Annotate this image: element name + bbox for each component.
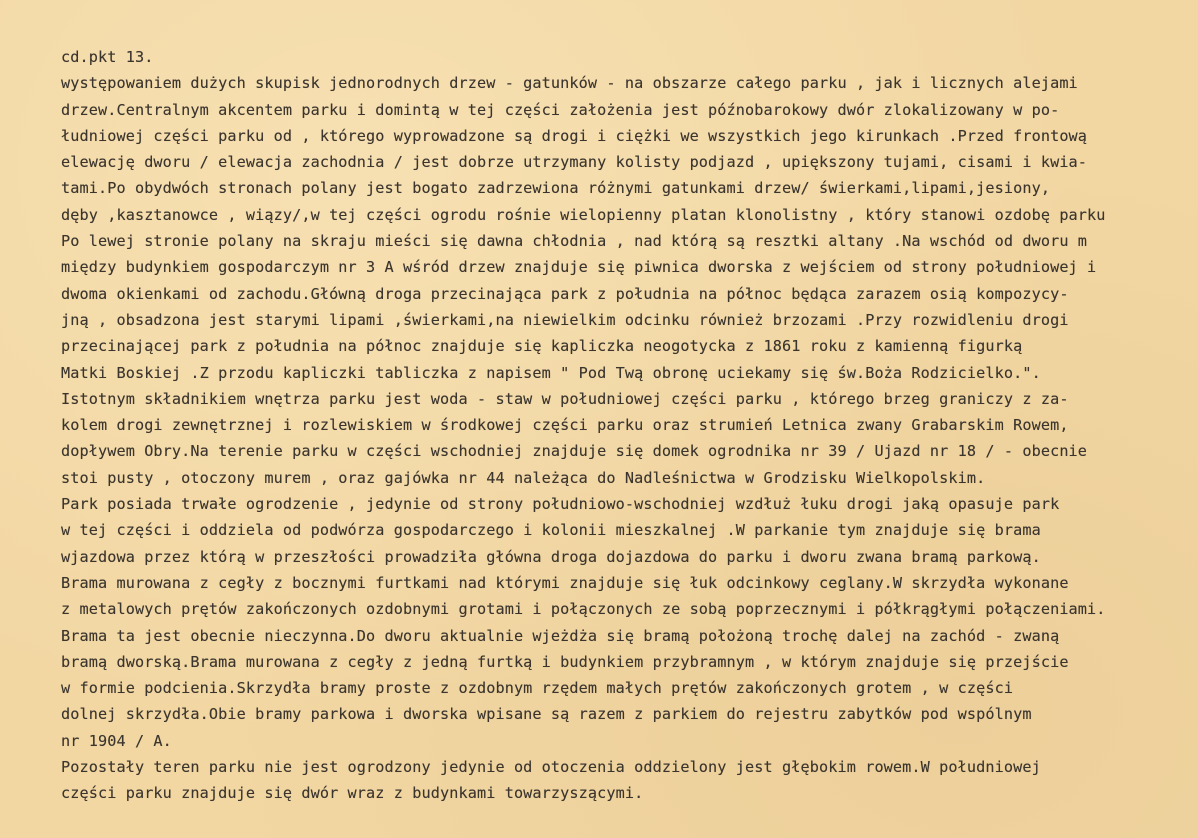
text-line: dwoma okienkami od zachodu.Główną droga przecinająca park z południa na północ będąca zarazem osią kompozycy- [61, 284, 1069, 303]
text-line: drzew.Centralnym akcentem parku i domintą w tej części założenia jest późnobarokowy dwór zlokalizowany w po- [61, 100, 1060, 119]
text-line: elewację dworu / elewacja zachodnia / jest dobrze utrzymany kolisty podjazd , upiększony tujami, cisami i kwia- [61, 153, 1088, 172]
text-line: w formie podcienia.Skrzydła bramy proste z ozdobnym rzędem małych prętów zakończonych grotem , w części [61, 679, 1014, 698]
text-line: tami.Po obydwóch stronach polany jest bogato zadrzewiona różnymi gatunkami drzew/ świerkami,lipami,jesiony, [61, 179, 1051, 198]
text-line: Istotnym składnikiem wnętrza parku jest woda - staw w południowej części parku , którego brzeg graniczy z za- [61, 389, 1069, 408]
text-line: dolnej skrzydła.Obie bramy parkowa i dworska wpisane są razem z parkiem do rejestru zabytków pod wspólnym [61, 705, 1032, 724]
text-line: Park posiada trwałe ogrodzenie , jedynie od strony południowo-wschodniej wzdłuż łuku drogi jaką opasuje park [61, 495, 1060, 514]
text-line: stoi pusty , otoczony murem , oraz gajówka nr 44 należąca do Nadleśnictwa w Grodzisku Wielkopolskim. [61, 468, 986, 487]
text-line: w tej części i oddziela od podwórza gospodarczego i kolonii mieszkalnej .W parkanie tym znajduje się brama [61, 521, 1041, 540]
text-line: dęby ,kasztanowce , wiązy/,w tej części ogrodu rośnie wielopienny platan klonolistny , który stanowi ozdobę parku [61, 205, 1106, 224]
text-line: przecinającej park z południa na północ znajduje się kapliczka neogotycka z 1861 roku z kamienną figurką [61, 337, 1023, 356]
text-line: między budynkiem gospodarczym nr 3 A wśród drzew znajduje się piwnica dworska z wejściem od strony południowej i [61, 258, 1097, 277]
text-line: Po lewej stronie polany na skraju mieści się dawna chłodnia , nad którą są resztki altany .Na wschód od dworu m [61, 232, 1088, 251]
text-line: Brama ta jest obecnie nieczynna.Do dworu aktualnie wjeżdża się bramą położoną trochę dalej na zachód - zwaną [61, 626, 1060, 645]
text-line: łudniowej części parku od , którego wyprowadzone są drogi i ciężki we wszystkich jego kirunkach .Przed frontową [61, 126, 1088, 145]
text-line: Brama murowana z cegły z bocznymi furtkami nad którymi znajduje się łuk odcinkowy ceglany.W skrzydła wykonane [61, 573, 1069, 592]
text-line: części parku znajduje się dwór wraz z budynkami towarzyszącymi. [61, 784, 644, 803]
text-line: Pozostały teren parku nie jest ogrodzony jedynie od otoczenia oddzielony jest głębokim rowem.W południowej [61, 758, 1041, 777]
text-line: występowaniem dużych skupisk jednorodnych drzew - gatunków - na obszarze całego parku , jak i licznych alejami [61, 74, 1078, 93]
text-line: jną , obsadzona jest starymi lipami ,świerkami,na niewielkim odcinku również brzozami .Przy rozwidleniu drogi [61, 310, 1069, 329]
typewritten-text [61, 44, 1191, 807]
text-line: dopływem Obry.Na terenie parku w części wschodniej znajduje się domek ogrodnika nr 39 / Ujazd nr 18 / - obecnie [61, 442, 1088, 461]
text-line: wjazdowa przez którą w przeszłości prowadziła główna droga dojazdowa do parku i dworu zwana bramą parkową. [61, 547, 1041, 566]
text-line: kolem drogi zewnętrznej i rozlewiskiem w środkowej części parku oraz strumień Letnica zwany Grabarskim Rowem, [61, 416, 1069, 435]
text-line: bramą dworską.Brama murowana z cegły z jedną furtką i budynkiem przybramnym , w którym znajduje się przejście [61, 652, 1069, 671]
text-line: nr 1904 / A. [61, 731, 172, 750]
text-line: Matki Boskiej .Z przodu kapliczki tabliczka z napisem " Pod Twą obronę uciekamy się św.Boża Rodzicielko.". [61, 363, 1041, 382]
text-line: z metalowych prętów zakończonych ozdobnymi grotami i połączonych ze sobą poprzecznymi i półkrągłymi połączeniami. [61, 600, 1106, 619]
heading-line: cd.pkt 13. [61, 48, 154, 66]
